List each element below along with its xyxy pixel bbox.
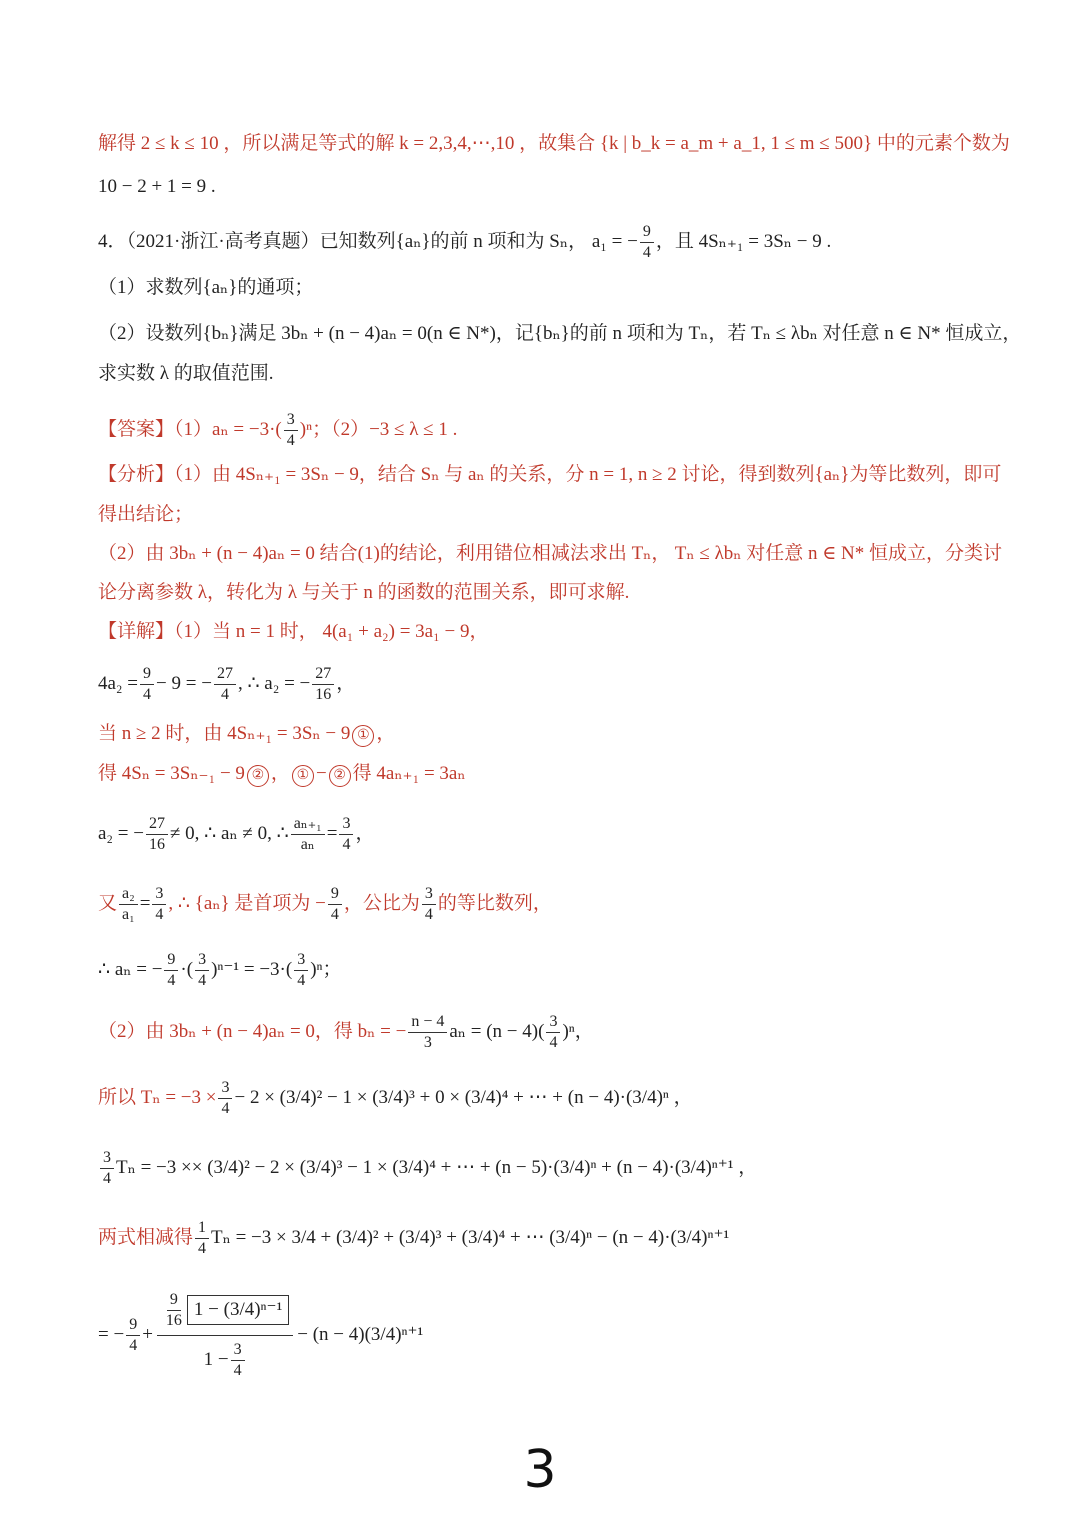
solution-count-line: 10 − 2 + 1 = 9 . (98, 176, 216, 197)
step8-prefix: 所以 Tₙ = −3 × (98, 1086, 217, 1108)
question-4-part-2: （2）设数列{bₙ}满足 3bₙ + (n − 4)aₙ = 0(n ∈ N*)，记{bₙ}的前 n 项和为 Tₙ，若 Tₙ ≤ λbₙ 对任意 n ∈ N* 恒成立， (98, 323, 1022, 344)
step6-b: ·( (180, 958, 194, 980)
frac-3-4: $\frac{3}{4}$ (294, 950, 308, 991)
answer-line (98, 410, 1010, 451)
step10-prefix: 两式相减得 (98, 1226, 194, 1248)
frac-9-4: $\frac{9}{4}$ (140, 664, 154, 705)
frac-3-4: $\frac{3}{4}$ (218, 1078, 232, 1119)
big-fraction (157, 1290, 293, 1381)
tn34-expansion: × (3/4)² − 2 × (3/4)³ − 1 × (3/4)⁴ + ⋯ + (n − 5)·(3/4)ⁿ + (n − 4)·(3/4)ⁿ⁺¹ ， (191, 1156, 758, 1178)
step6-d: )ⁿ； (310, 958, 342, 980)
solution-continuation-line: 解得 2 ≤ k ≤ 10 ，所以满足等式的解 k = 2,3,4,⋯,10 ，故集合 {k | b_k = a_m + a_1, 1 ≤ m ≤ 500} 中的元素个数为 (98, 133, 1010, 154)
step-tn-line (98, 1078, 1010, 1119)
detail-line-1 (98, 620, 1010, 644)
circled-1: ① (292, 765, 314, 787)
detail-text-1: （1）当 n = 1 时， 4(a₁ + a₂) = 3a₁ − 9， (174, 621, 489, 642)
step3-d: 得 4aₙ₊₁ = 3aₙ (352, 763, 466, 784)
circled-2: ② (329, 765, 351, 787)
answer-part-1: （1）aₙ = −3·( (174, 418, 282, 440)
frac-3-4: $\frac{3}{4}$ (231, 1340, 245, 1381)
step9-prefix: Tₙ = −3 × (116, 1156, 192, 1178)
step7-a: （2）由 3bₙ + (n − 4)aₙ = 0，得 bₙ = − (98, 1020, 407, 1042)
frac-3-4: $\frac{3}{4}$ (422, 884, 436, 925)
frac-3-4: $\frac{3}{4}$ (195, 950, 209, 991)
step3-b: ， (270, 763, 290, 784)
step-bn-line (98, 1012, 1010, 1053)
frac-3-4: $\frac{3}{4}$ (100, 1148, 114, 1189)
step-ratio-line: a₂ = − $\frac{27}{16}$ ≠ 0, ∴ aₙ ≠ 0, ∴ $\frac{\text{aₙ₊₁}}{\text{aₙ}}$ = $\frac{3}{4}$ ， (98, 815, 375, 853)
step4-a: a₂ = − (98, 822, 144, 844)
step1-d: ， (336, 672, 356, 694)
frac-3-4: $\frac{3}{4}$ (546, 1012, 560, 1053)
question-4-stem (98, 222, 1010, 263)
frac-3-4: $\frac{3}{4}$ (284, 410, 298, 451)
frac-27-4: $\frac{27}{4}$ (214, 664, 236, 705)
circled-1: ① (352, 725, 374, 747)
step5-b: = (139, 892, 151, 914)
step5-a: 又 (98, 892, 118, 914)
question-4-part-2-cont: 求实数 λ 的取值范围. (98, 363, 274, 384)
frac-27-16: $\frac{27}{16}$ (312, 664, 334, 705)
frac-9-4: $\frac{9}{4}$ (640, 222, 654, 263)
frac-n4-3: $\frac{n - 4}{3}$ (408, 1012, 447, 1053)
final-a: = − (98, 1324, 125, 1345)
frac-3-4: $\frac{3}{4}$ (152, 884, 166, 925)
frac-9-4: $\frac{9}{4}$ (164, 950, 178, 991)
frac-3-4: $\frac{3}{4}$ (339, 814, 353, 855)
circled-2: ② (247, 765, 269, 787)
analysis-line-2: 得出结论； (98, 504, 194, 525)
step7-c: )ⁿ， (562, 1020, 594, 1042)
frac-9-4: $\frac{9}{4}$ (328, 884, 342, 925)
step1-c: , ∴ a₂ = − (237, 672, 311, 694)
bracket-term: 1 − (3/4)ⁿ⁻¹ (187, 1295, 289, 1325)
step-a2-line (98, 664, 1010, 705)
step-final-sum-line (98, 1285, 1010, 1385)
frac-9-4: $\frac{9}{4}$ (126, 1315, 140, 1356)
step-subtract-line (98, 762, 1010, 787)
difference-expansion: Tₙ = −3 × 3/4 + (3/4)² + (3/4)³ + (3/4)⁴ + ⋯ (3/4)ⁿ − (n − 4)·(3/4)ⁿ⁺¹ (211, 1226, 730, 1248)
step7-b: aₙ = (n − 4)( (449, 1020, 545, 1042)
q4-suffix: ，且 4Sₙ₊₁ = 3Sₙ − 9 . (655, 230, 832, 252)
step5-e: 的等比数列， (437, 892, 552, 914)
step-geometric-line (98, 884, 1010, 925)
frac-1-4: $\frac{1}{4}$ (195, 1218, 209, 1259)
frac-9-16: $\frac{9}{16}$ (165, 1290, 182, 1329)
tn-expansion: − 2 × (3/4)² − 1 × (3/4)³ + 0 × (3/4)⁴ + ⋯ + (n − 4)·(3/4)ⁿ ， (234, 1086, 693, 1108)
step3-c: − (315, 763, 327, 784)
final-d: 1 − (203, 1349, 229, 1370)
step5-c: , ∴ {aₙ} 是首项为 − (168, 892, 326, 914)
frac-27-16: $\frac{27}{16}$ (146, 814, 168, 855)
step-n-ge-2-line: 当 n ≥ 2 时，由 4Sₙ₊₁ = 3Sₙ − 9 ① ， (98, 722, 1010, 747)
frac-a2-a1: $\frac{\text{a₂}}{\text{a₁}}$ (119, 884, 138, 925)
answer-tag: 【答案】 (98, 418, 175, 440)
step-subtract-tn-line (98, 1218, 1010, 1259)
q4-prefix: 4．（2021·浙江·高考真题）已知数列{aₙ}的前 n 项和为 Sₙ， a₁ = − (98, 230, 638, 252)
analysis-text-1: （1）由 4Sₙ₊₁ = 3Sₙ − 9，结合 Sₙ 与 aₙ 的关系，分 n = 1, n ≥ 2 讨论，得到数列{aₙ}为等比数列，即可 (174, 464, 1002, 485)
step1-b: − 9 = − (156, 672, 212, 694)
question-4-part-1: （1）求数列{aₙ}的通项； (98, 277, 314, 298)
final-b: + (142, 1324, 153, 1345)
big-fraction-numerator (157, 1290, 293, 1336)
step3-a: 得 4Sₙ = 3Sₙ₋₁ − 9 (98, 763, 245, 784)
page-number: 3 (523, 1440, 557, 1500)
step4-b: ≠ 0, ∴ aₙ ≠ 0, ∴ (170, 822, 289, 844)
analysis-tag: 【分析】 (98, 464, 175, 485)
analysis-line-3: （2）由 3bₙ + (n − 4)aₙ = 0 结合(1)的结论，利用错位相减法求出 Tₙ， Tₙ ≤ λbₙ 对任意 n ∈ N* 恒成立，分类讨 (98, 543, 1003, 564)
step1-a: 4a₂ = (98, 672, 139, 694)
step4-c: = (326, 822, 338, 844)
answer-part-2: )ⁿ；（2）−3 ≤ λ ≤ 1 . (299, 418, 458, 440)
step5-d: ，公比为 (343, 892, 420, 914)
step2-text: 当 n ≥ 2 时，由 4Sₙ₊₁ = 3Sₙ − 9 (98, 723, 351, 744)
step6-c: )ⁿ⁻¹ = −3·( (211, 958, 293, 980)
step6-a: ∴ aₙ = − (98, 958, 163, 980)
detail-tag: 【详解】 (98, 621, 175, 642)
analysis-line-1 (98, 463, 1010, 487)
final-e: − (n − 4)(3/4)ⁿ⁺¹ (297, 1324, 424, 1345)
frac-an1-an: $\frac{\text{aₙ₊₁}}{\text{aₙ}}$ (291, 814, 325, 855)
step-an-result-line (98, 950, 1010, 991)
analysis-line-4: 论分离参数 λ，转化为 λ 与关于 n 的函数的范围关系，即可求解. (98, 582, 630, 603)
step-34tn-line (98, 1148, 1010, 1189)
big-fraction-denominator (204, 1336, 247, 1381)
